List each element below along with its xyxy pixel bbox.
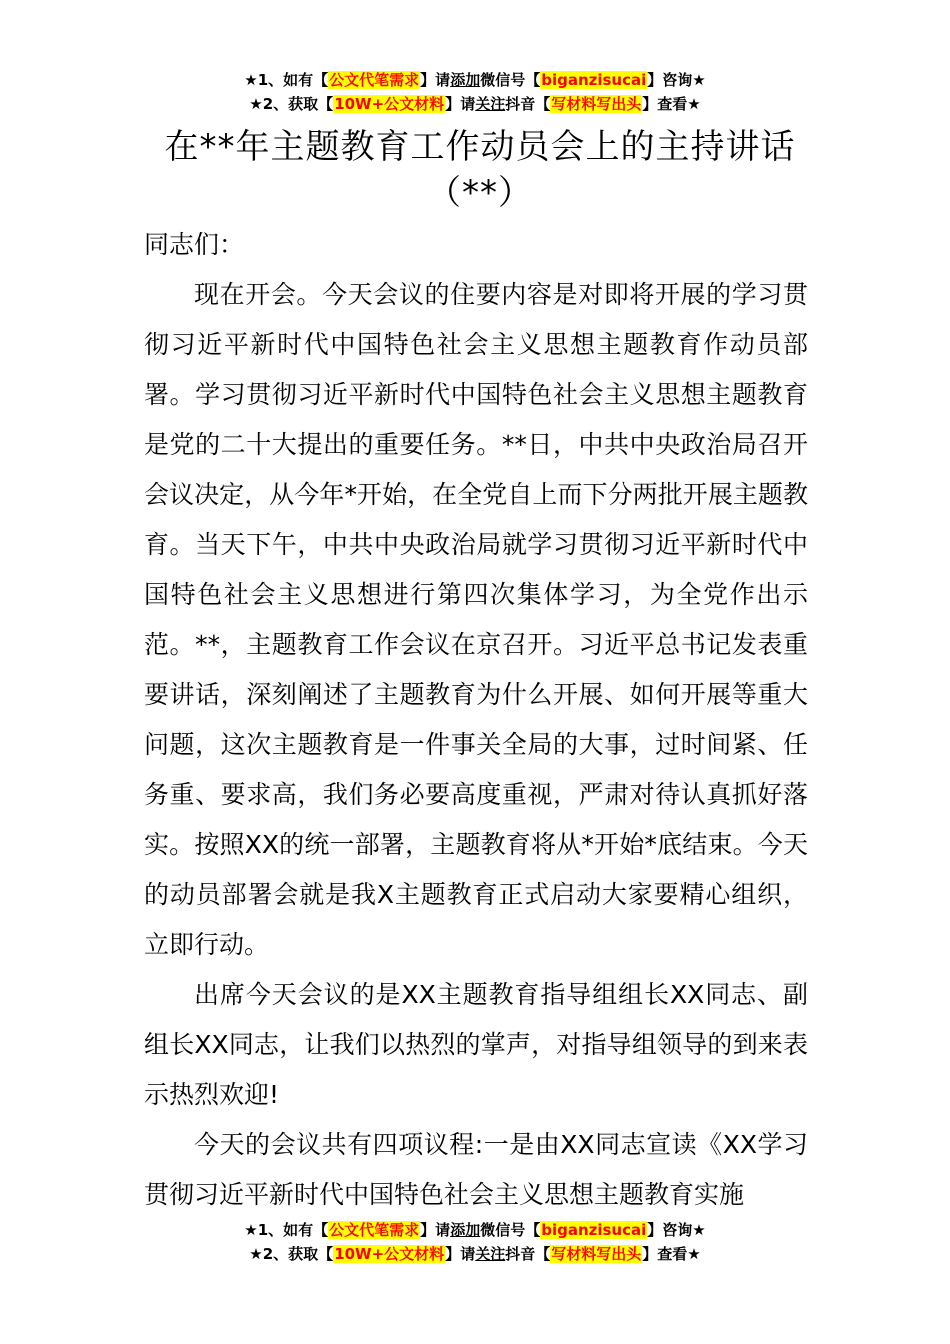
banner-line-1 [0, 68, 950, 92]
footer-banner [0, 1218, 950, 1266]
paragraph: 今天的会议共有四项议程:一是由XX同志宣读《XX学习贯彻习近平新时代中国特色社会主义思想主题教育实施 [144, 1130, 808, 1209]
banner-line-2-mid-1: 】请 [445, 95, 476, 113]
banner-line-1-highlight-2: biganzisucai [541, 71, 647, 89]
banner-line-2 [0, 1242, 950, 1266]
paragraph: 出席今天会议的是XX主题教育指导组组长XX同志、副组长XX同志，让我们以热烈的掌声，对指导组领导的到来表示热烈欢迎! [144, 980, 808, 1109]
greeting: 同志们： [144, 230, 245, 259]
banner-line-2-mid-2: 抖音【 [505, 95, 551, 113]
banner-line-2-highlight-2: 写材料写出头 [551, 95, 642, 113]
banner-line-1-mid-2: 微信号【 [480, 71, 541, 89]
banner-line-1-prefix: ★1、如有【 [244, 71, 329, 89]
banner-line-1-prefix: ★1、如有【 [244, 1221, 329, 1239]
banner-line-1-underlined: 添加 [450, 1221, 481, 1239]
banner-line-2-highlight-2: 写材料写出头 [551, 1245, 642, 1263]
banner-line-1-mid-1: 】请 [420, 1221, 451, 1239]
banner-line-1-highlight-2: biganzisucai [541, 1221, 647, 1239]
banner-line-2-mid-2: 抖音【 [505, 1245, 551, 1263]
banner-line-2 [0, 92, 950, 116]
banner-line-1-highlight-1: 公文代笔需求 [329, 1221, 420, 1239]
banner-line-2-prefix: ★2、获取【 [249, 1245, 334, 1263]
header-banner [0, 68, 950, 116]
banner-line-1-highlight-1: 公文代笔需求 [329, 71, 420, 89]
banner-line-1-underlined: 添加 [450, 71, 481, 89]
banner-line-1-mid-1: 】请 [420, 71, 451, 89]
banner-line-2-underlined: 关注 [475, 1245, 506, 1263]
document-body [144, 220, 808, 1220]
banner-line-2-suffix: 】查看★ [642, 95, 701, 113]
banner-line-2-suffix: 】查看★ [642, 1245, 701, 1263]
paragraph: 现在开会。今天会议的住要内容是对即将开展的学习贯彻习近平新时代中国特色社会主义思想主题教育作动员部署。学习贯彻习近平新时代中国特色社会主义思想主题教育是党的二十大提出的重要任务。**日，中共中央政治局召开会议决定，从今年*开始，在全党自上而下分两批开展主题教育。当天下午，中共中央政治局就学习贯彻习近平新时代中国特色社会主义思想进行第四次集体学习，为全党作出示范。**，主题教育工作会议在京召开。习近平总书记发表重要讲话，深刻阐述了主题教育为什么开展、如何开展等重大问题，这次主题教育是一件事关全局的大事，过时间紧、任务重、要求高，我们务必要高度重视，严肃对待认真抓好落实。按照XX的统一部署，主题教育将从*开始*底结束。今天的动员部署会就是我X主题教育正式启动大家要精心组织，立即行动。 [144, 280, 808, 959]
banner-line-1-suffix: 】咨询★ [647, 71, 706, 89]
banner-line-2-underlined: 关注 [475, 95, 506, 113]
banner-line-2-highlight-1: 10W+公文材料 [334, 1245, 445, 1263]
banner-line-2-prefix: ★2、获取【 [249, 95, 334, 113]
document-title: 在**年主题教育工作动员会上的主持讲话（**） [164, 127, 796, 213]
banner-line-1-mid-2: 微信号【 [480, 1221, 541, 1239]
banner-line-1-suffix: 】咨询★ [647, 1221, 706, 1239]
banner-line-2-highlight-1: 10W+公文材料 [334, 95, 445, 113]
banner-line-1 [0, 1218, 950, 1242]
banner-line-2-mid-1: 】请 [445, 1245, 476, 1263]
